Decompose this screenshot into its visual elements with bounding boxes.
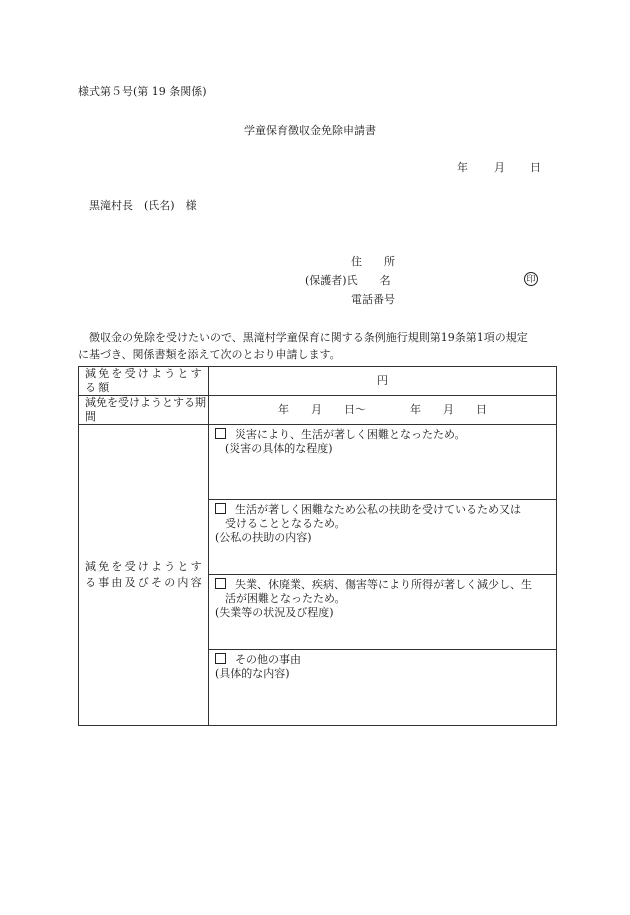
amount-row	[79, 367, 557, 396]
date-year: 年	[457, 161, 468, 174]
form-number: 様式第５号(第 19 条関係)	[78, 85, 207, 98]
option-detail: (災害の具体的な程度)	[225, 442, 333, 455]
reason-option-unemployment	[209, 575, 556, 650]
application-table	[78, 366, 557, 726]
checkbox-unemployment[interactable]	[215, 578, 226, 589]
option-text: 失業、休廃業、疾病、傷害等により所得が著しく減少し、生	[235, 578, 532, 591]
date-month: 月	[494, 161, 505, 174]
addressee: 黒滝村長 (氏名) 様	[89, 199, 197, 212]
reason-label: 減免を受けようとする事由及びその内容	[79, 425, 209, 726]
date-day: 日	[530, 161, 541, 174]
intro-line-2: に基づき、関係書類を添えて次のとおり申請します。	[78, 348, 341, 361]
checkbox-assistance[interactable]	[215, 503, 226, 514]
reason-option-other	[209, 650, 556, 725]
phone-label: 電話番号	[351, 293, 395, 306]
reason-row	[79, 425, 557, 726]
reason-option-disaster	[209, 425, 556, 500]
intro-line-1: 徴収金の免除を受けたいので、黒滝村学童保育に関する条例施行規則第19条第1項の規定	[89, 331, 528, 344]
document-title: 学童保育徴収金免除申請書	[244, 124, 376, 137]
seal-mark: 印	[524, 272, 538, 286]
option-detail: (失業等の状況及び程度)	[215, 606, 334, 619]
reason-option-assistance	[209, 500, 556, 575]
amount-unit: 円	[377, 374, 388, 387]
option-text: 生活が著しく困難なため公私の扶助を受けているため又は	[235, 503, 521, 516]
option-text: その他の事由	[235, 653, 301, 666]
period-label: 減免を受けようとする期間	[79, 396, 209, 425]
amount-label: 減免を受けようとする額	[79, 367, 209, 396]
period-row	[79, 396, 557, 425]
reason-options	[209, 425, 557, 726]
checkbox-other[interactable]	[215, 653, 226, 664]
option-text: 災害により、生活が著しく困難となったため。	[235, 428, 466, 441]
period-value: 年 月 日～ 年 月 日	[278, 403, 487, 416]
option-detail: (公私の扶助の内容)	[215, 531, 312, 544]
option-detail: (具体的な内容)	[215, 667, 290, 680]
period-field[interactable]	[209, 396, 557, 425]
guardian-name-label: (保護者)氏 名	[305, 274, 391, 287]
option-text-continued: 活が困難となったため。	[225, 592, 346, 605]
option-text-continued: 受けることとなるため。	[225, 517, 346, 530]
amount-field[interactable]	[209, 367, 557, 396]
address-label: 住 所	[351, 255, 395, 268]
checkbox-disaster[interactable]	[215, 428, 226, 439]
